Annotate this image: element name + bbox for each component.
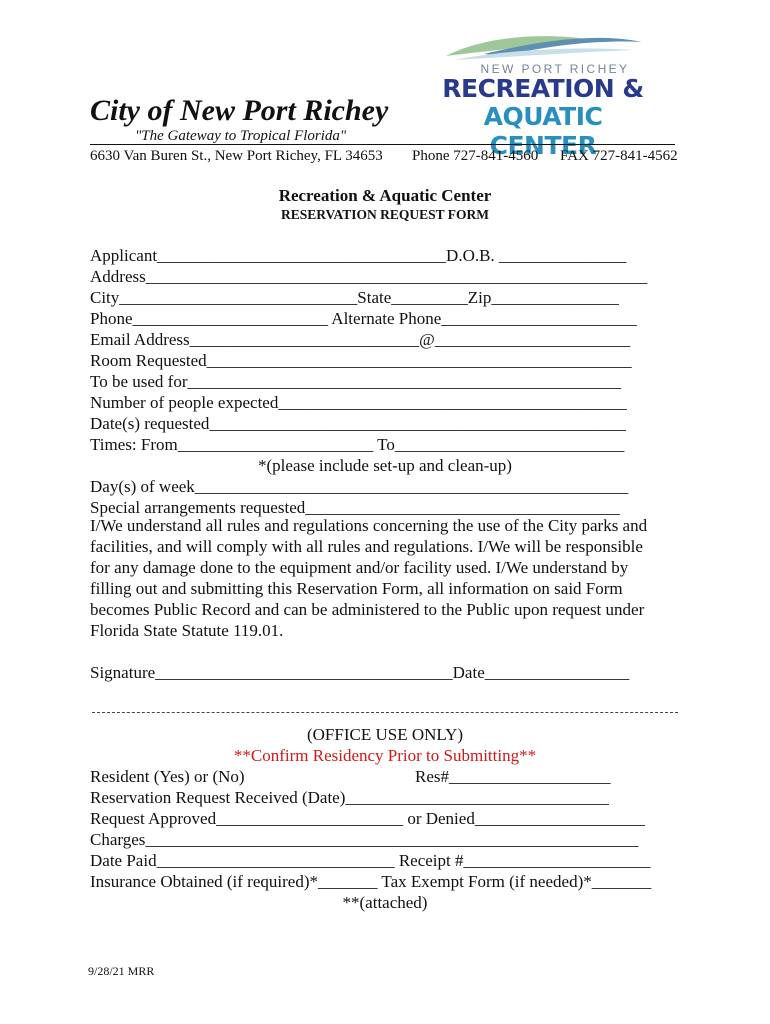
agreement-paragraph [90, 516, 680, 641]
applicant-field[interactable]: Applicant__________________________________D.O.B. _______________ [90, 246, 627, 265]
email-field[interactable]: Email Address___________________________@_______________________ [90, 330, 631, 349]
charges-field[interactable]: Charges__________________________________________________________ [90, 830, 639, 849]
address: 6630 Van Buren St., New Port Richey, FL 34653 [90, 148, 383, 164]
people-expected-field[interactable]: Number of people expected_________________________________________ [90, 393, 627, 412]
res-number-field[interactable]: Res#___________________ [415, 767, 611, 786]
office-divider [92, 712, 678, 713]
days-of-week-field[interactable]: Day(s) of week___________________________________________________ [90, 477, 629, 496]
wave-logo-icon [444, 30, 644, 64]
dates-requested-field[interactable]: Date(s) requested_________________________________________________ [90, 414, 626, 433]
agreement-line: for any damage done to the equipment and/or facility used. I/We understand by [90, 557, 629, 577]
used-for-field[interactable]: To be used for___________________________________________________ [90, 372, 621, 391]
logo-line-aquatic: AQUATIC CENTER [483, 102, 603, 160]
agreement-line: facilities, and will comply with all rules and regulations. I/We will be responsible [90, 536, 643, 556]
attached-note: **(attached) [342, 893, 428, 912]
insurance-tax-field[interactable]: Insurance Obtained (if required)*_______ Tax Exempt Form (if needed)*_______ [90, 872, 652, 891]
agreement-line: becomes Public Record and can be administered to the Public upon request under [90, 599, 645, 619]
special-arrangements-field[interactable]: Special arrangements requested_____________________________________ [90, 498, 620, 517]
office-use-heading: (OFFICE USE ONLY) [306, 725, 464, 744]
date-paid-receipt-field[interactable]: Date Paid____________________________ Receipt #______________________ [90, 851, 651, 870]
logo-line-recreation: RECREATION & [442, 74, 644, 103]
address-field[interactable]: Address___________________________________________________________ [90, 267, 648, 286]
form-subtitle: RESERVATION REQUEST FORM [280, 207, 490, 222]
phone-number: Phone 727-841-4560 [412, 148, 539, 164]
logo-tagline: NEW PORT RICHEY [480, 62, 630, 76]
resident-label: Resident (Yes) or (No) [90, 767, 245, 786]
setup-note: *(please include set-up and clean-up) [258, 456, 512, 475]
city-state-zip-field[interactable]: City____________________________State_________Zip_______________ [90, 288, 619, 307]
room-requested-field[interactable]: Room Requested__________________________________________________ [90, 351, 632, 370]
agreement-line: I/We understand all rules and regulations concerning the use of the City parks and [90, 516, 648, 535]
form-version: 9/28/21 MRR [88, 964, 155, 978]
resident-field[interactable] [90, 767, 611, 787]
phone-field[interactable]: Phone_______________________ Alternate Phone_______________________ [90, 309, 637, 328]
approved-denied-field[interactable]: Request Approved______________________ or Denied____________________ [90, 809, 645, 828]
signature-date-field[interactable]: Signature___________________________________Date_________________ [90, 663, 630, 682]
confirm-residency-note: **Confirm Residency Prior to Submitting** [233, 746, 537, 765]
city-slogan: "The Gateway to Tropical Florida" [135, 128, 347, 144]
fax-number: FAX 727-841-4562 [560, 148, 678, 164]
agreement-line: filling out and submitting this Reservation Form, all information on said Form [90, 578, 623, 598]
city-title: City of New Port Richey [90, 94, 389, 127]
form-title: Recreation & Aquatic Center [278, 186, 492, 205]
header-divider [90, 144, 675, 145]
times-field[interactable]: Times: From_______________________ To___________________________ [90, 435, 625, 454]
request-received-field[interactable]: Reservation Request Received (Date)_______________________________ [90, 788, 609, 807]
agreement-line: Florida State Statute 119.01. [90, 620, 284, 640]
